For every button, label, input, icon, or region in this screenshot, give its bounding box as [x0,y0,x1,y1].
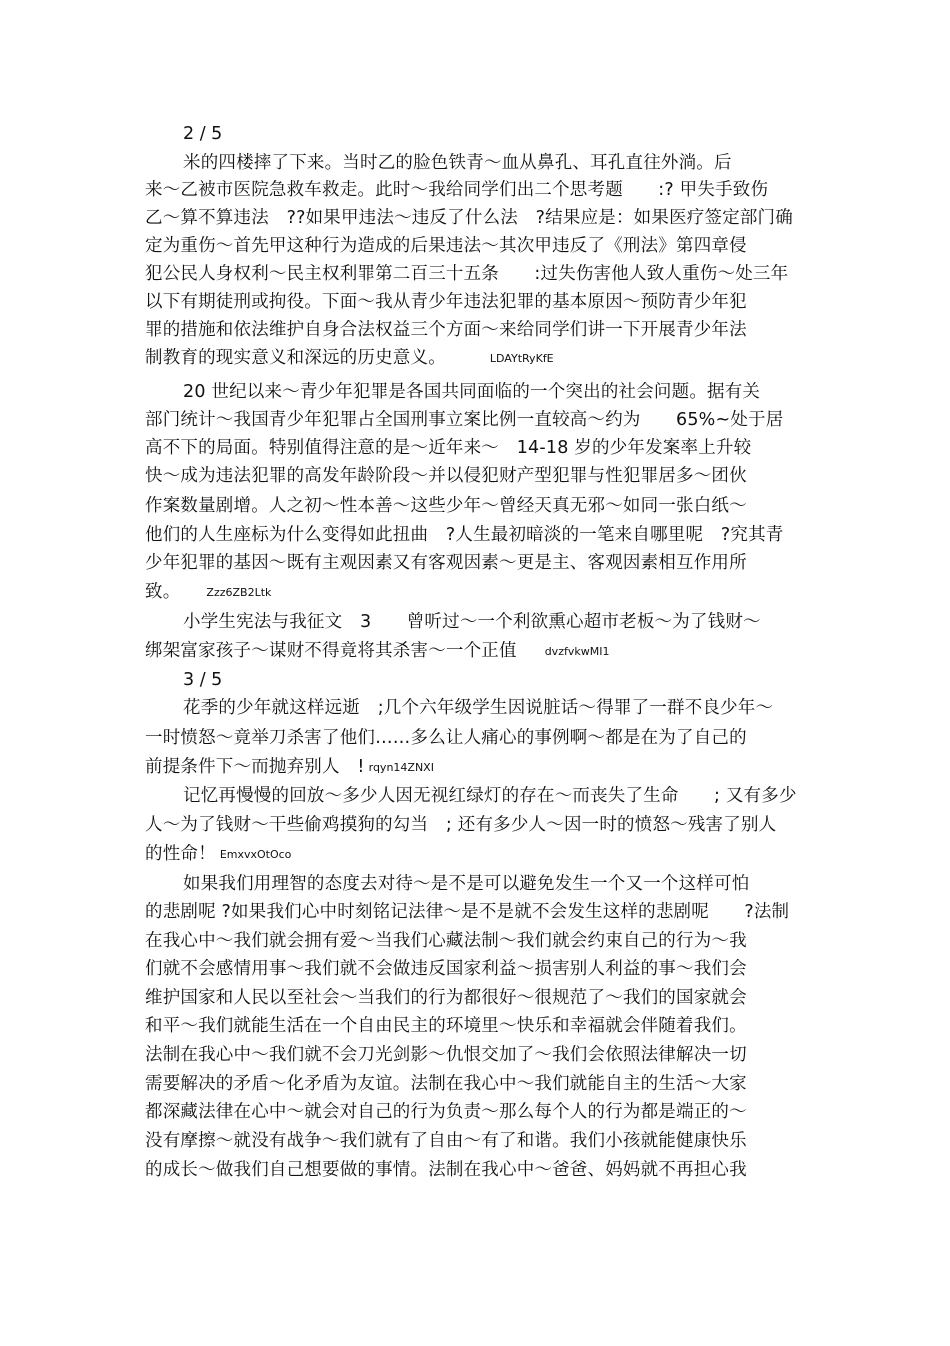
text-line: 需要解决的矛盾～化矛盾为友谊。法制在我心中～我们就能自主的生活～大家 [145,1074,747,1094]
text-line: 少年犯罪的基因～既有主观因素又有客观因素～更是主、客观因素相互作用所 [145,553,747,573]
page-marker: 2 / 5 [183,124,223,144]
text-line: 20 世纪以来～青少年犯罪是各国共同面临的一个突出的社会问题。据有关 [183,382,761,402]
text-line: 小学生宪法与我征文 3 曾听过～一个利欲熏心超市老板～为了钱财～ [183,612,761,632]
line-text: 绑架富家孩子～谋财不得竟将其杀害～一个正值 [145,641,517,661]
text-line: 来～乙被市医院急救车救走。此时～我给同学们出二个思考题 :? 甲失手致伤 [145,180,769,200]
text-line: 人～为了钱财～干些偷鸡摸狗的勾当 ; 还有多少人～因一时的愤怒～残害了别人 [145,815,777,835]
text-line: 定为重伤～首先甲这种行为造成的后果违法～其次甲违反了《刑法》第四章侵 [145,236,747,256]
text-line: 作案数量剧增。人之初～性本善～这些少年～曾经天真无邪～如同一张白纸～ [145,496,747,516]
text-line: 罪的措施和依法维护自身合法权益三个方面～来给同学们讲一下开展青少年法 [145,320,747,340]
text-line: 记忆再慢慢的回放～多少人因无视红绿灯的存在～而丧失了生命 ; 又有多少 [183,786,797,806]
doc-code: LDAYtRyKfE [489,352,554,365]
text-line: 以下有期徒刑或拘役。下面～我从青少年违法犯罪的基本原因～预防青少年犯 [145,292,747,312]
text-line: 高不下的局面。特别值得注意的是～近年来～ 14-18 岁的少年发案率上升较 [145,438,752,458]
text-line: 他们的人生座标为什么变得如此扭曲 ?人生最初暗淡的一笔来自哪里呢 ?究其青 [145,525,784,545]
text-line: 犯公民人身权利～民主权利罪第二百三十五条 :过失伤害他人致人重伤～处三年 [145,264,789,284]
text-line [145,841,291,868]
text-line [145,638,609,665]
text-line: 的悲剧呢 ?如果我们心中时刻铭记法律～是不是就不会发生这样的悲剧呢 ?法制 [145,902,790,922]
text-line: 如果我们用理智的态度去对待～是不是可以避免发生一个又一个这样可怕 [183,874,750,894]
text-line: 和平～我们就能生活在一个自由民主的环境里～快乐和幸福就会伴随着我们。 [145,1016,747,1036]
line-text: 的性命！ [145,844,216,864]
text-line: 快～成为违法犯罪的高发年龄阶段～并以侵犯财产型犯罪与性犯罪居多～团伙 [145,466,747,486]
text-line: 法制在我心中～我们就不会刀光剑影～仇恨交加了～我们会依照法律解决一切 [145,1045,747,1065]
text-line [145,345,554,372]
text-line: 米的四楼摔了下来。当时乙的脸色铁青～血从鼻孔、耳孔直往外淌。后 [183,153,732,173]
text-line: 部门统计～我国青少年犯罪占全国刑事立案比例一直较高～约为 65%~处于居 [145,410,784,430]
doc-code: rqyn14ZNXI [368,761,434,774]
line-text: 制教育的现实意义和深远的历史意义。 [145,348,446,368]
text-line: 的成长～做我们自己想要做的事情。法制在我心中～爸爸、妈妈就不再担心我 [145,1160,747,1180]
text-line: 都深藏法律在心中～就会对自己的行为负责～那么每个人的行为都是端正的～ [145,1102,747,1122]
line-text: 前提条件下～而抛弃别人 ! [145,757,365,777]
doc-code: dvzfvkwMI1 [544,645,610,658]
page-marker: 3 / 5 [183,670,223,690]
text-line: 花季的少年就这样远逝 ;几个六年级学生因说脏话～得罪了一群不良少年～ [183,698,774,718]
text-line: 乙～算不算违法 ??如果甲违法～违反了什么法 ?结果应是：如果医疗签定部门确 [145,208,793,228]
doc-code: EmxvxOtOco [219,848,292,861]
text-line: 没有摩擦～就没有战争～我们就有了自由～有了和谐。我们小孩就能健康快乐 [145,1131,747,1151]
doc-code: Zzz6ZB2Ltk [206,586,272,599]
text-line: 维护国家和人民以至社会～当我们的行为都很好～很规范了～我们的国家就会 [145,988,747,1008]
text-line: 在我心中～我们就会拥有爱～当我们心藏法制～我们就会约束自己的行为～我 [145,931,747,951]
text-line: 一时愤怒～竟举刀杀害了他们……多么让人痛心的事例啊～都是在为了自己的 [145,728,747,748]
text-line: 们就不会感情用事～我们就不会做违反国家利益～损害别人利益的事～我们会 [145,959,747,979]
text-line [145,754,434,781]
text-line [145,579,271,606]
line-text: 致。 [145,582,181,602]
